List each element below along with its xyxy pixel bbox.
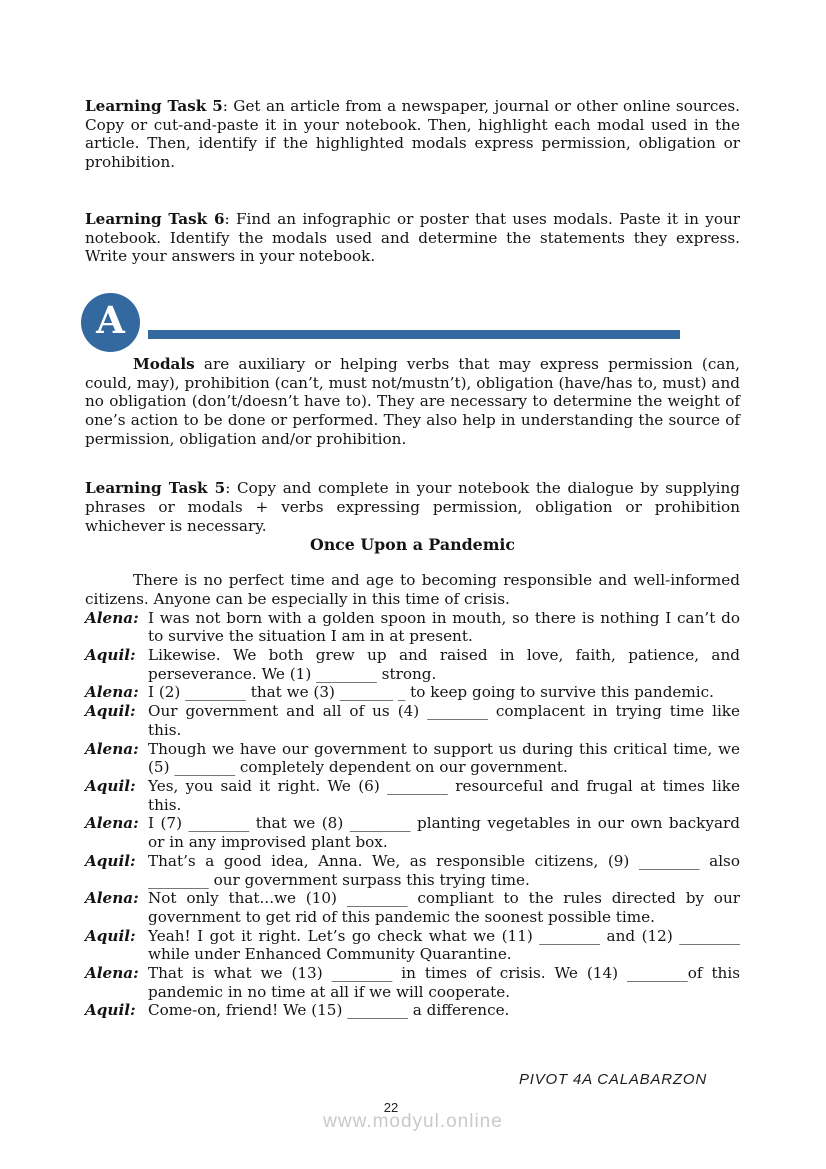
learning-task-5-dialogue-text: : Copy and complete in your notebook the dialogue by supplying phrases or modals + verbs expressing permission, obligation or prohibition whichever is necessary.	[85, 479, 741, 535]
dialogue-line	[85, 646, 740, 683]
speaker-name: Aquil:	[85, 776, 136, 795]
dialogue-line	[85, 609, 740, 646]
dialogue-text: Yes, you said it right. We (6) ________ resourceful and frugal at times like this.	[148, 776, 740, 814]
dialogue-line	[85, 852, 740, 889]
section-a-badge-icon	[81, 293, 140, 352]
dialogue-text: Our government and all of us (4) ________ complacent in trying time like this.	[148, 702, 740, 739]
learning-task-5-article-paragraph	[85, 97, 740, 172]
dialogue-text: Likewise. We both grew up and raised in love, faith, patience, and perseverance. We (1) ________ strong.	[148, 646, 740, 683]
speaker-name: Aquil:	[85, 1001, 136, 1020]
section-marker-row	[85, 293, 740, 352]
dialogue-text: I (7) ________ that we (8) ________ planting vegetables in our own backyard or in any improvised plant box.	[148, 814, 740, 852]
dialogue-line	[85, 927, 740, 964]
section-divider-bar	[148, 330, 680, 339]
dialogue-block	[85, 609, 740, 1020]
page-number: 22	[383, 1100, 399, 1115]
dialogue-line	[85, 964, 740, 1001]
dialogue-text: That is what we (13) ________ in times of crisis. We (14) ________of this pandemic in no time at all if we will cooperate.	[148, 964, 740, 1001]
modals-lead-word: Modals	[133, 354, 195, 373]
speaker-name: Alena:	[85, 739, 139, 758]
dialogue-title: Once Upon a Pandemic	[309, 534, 516, 554]
learning-task-5-dialogue-label: Learning Task 5	[85, 479, 226, 498]
learning-task-5-dialogue-paragraph	[85, 479, 740, 535]
learning-task-5-text: : Get an article from a newspaper, journal or other online sources. Copy or cut-and-paste it in your notebook. Then, highlight each modal used in the article. Then, identify if the highlighted modals express permission, obligation or prohibition.	[85, 97, 740, 172]
speaker-name: Aquil:	[85, 702, 136, 721]
speaker-name: Aquil:	[85, 851, 136, 870]
dialogue-line	[85, 889, 740, 926]
watermark-url: www.modyul.online	[323, 1111, 503, 1132]
dialogue-text: Come-on, friend! We (15) ________ a difference.	[148, 1001, 510, 1020]
learning-task-6-label: Learning Task 6	[85, 209, 225, 228]
modals-definition-paragraph	[85, 355, 740, 449]
dialogue-line	[85, 702, 740, 739]
dialogue-intro-paragraph: There is no perfect time and age to becoming responsible and well-informed citizens. Anyone can be especially in this time of crisis.	[85, 571, 740, 608]
modals-definition-text: are auxiliary or helping verbs that may express permission (can, could, may), prohibition (can’t, must not/mustn’t), obligation (have/has to, must) and no obligation (don’t/doesn’t have to). They are necessary to determine the weight of one’s action to be done or performed. They also help in understanding the source of permission, obligation and/or prohibition.	[85, 354, 740, 448]
speaker-name: Alena:	[85, 608, 139, 627]
speaker-name: Alena:	[85, 889, 139, 908]
dialogue-text: I (2) ________ that we (3) _______ _ to keep going to survive this pandemic.	[148, 683, 715, 702]
speaker-name: Alena:	[85, 964, 139, 983]
dialogue-line	[85, 1001, 740, 1020]
dialogue-text: That’s a good idea, Anna. We, as responsible citizens, (9) ________ also ________ our government surpass this trying time.	[148, 851, 740, 889]
dialogue-line	[85, 683, 740, 702]
dialogue-line	[85, 740, 740, 777]
dialogue-text: Not only that...we (10) ________ compliant to the rules directed by our government to get rid of this pandemic the soonest possible time.	[148, 889, 740, 926]
dialogue-line	[85, 814, 740, 851]
dialogue-line	[85, 777, 740, 814]
speaker-name: Aquil:	[85, 926, 136, 945]
learning-task-6-paragraph	[85, 210, 740, 266]
dialogue-text: Yeah! I got it right. Let’s go check what we (11) ________ and (12) ________ while under Enhanced Community Quarantine.	[148, 926, 740, 964]
speaker-name: Aquil:	[85, 646, 136, 665]
speaker-name: Alena:	[85, 814, 139, 833]
dialogue-text: I was not born with a golden spoon in mouth, so there is nothing I can’t do to survive the situation I am in at present.	[148, 608, 740, 646]
speaker-name: Alena:	[85, 683, 139, 702]
section-a-letter: A	[96, 298, 125, 343]
learning-task-6-text: : Find an infographic or poster that uses modals. Paste it in your notebook. Identify the modals used and determine the statements they express. Write your answers in your notebook.	[85, 209, 740, 266]
dialogue-text: Though we have our government to support us during this critical time, we (5) ________ completely dependent on our government.	[148, 739, 740, 777]
footer-brand-text: PIVOT 4A CALABARZON	[518, 1071, 707, 1088]
learning-task-5-label: Learning Task 5	[85, 97, 223, 115]
